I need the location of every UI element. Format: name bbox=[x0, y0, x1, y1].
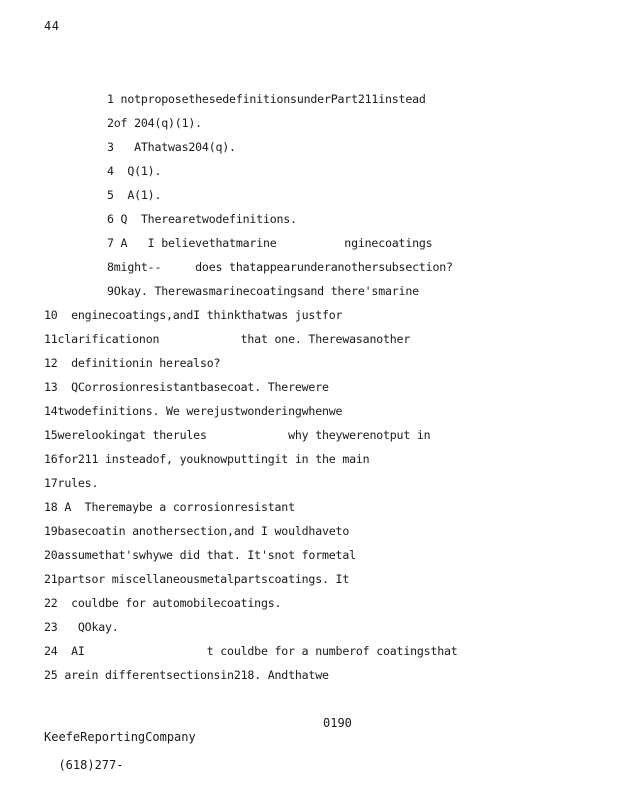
transcript-line: 18 A Theremaybe a corrosionresistant bbox=[44, 500, 295, 514]
transcript-line: 20assumethat'swhywe did that. It'snot formetal bbox=[44, 548, 356, 562]
transcript-line: 1 notproposethesedefinitionsunderPart211instead bbox=[107, 92, 426, 106]
transcript-line: 6 Q Therearetwodefinitions. bbox=[107, 212, 297, 226]
transcript-line: 16for211 insteadof, youknowputtingit in the main bbox=[44, 452, 370, 466]
transcript-line: 4 Q(1). bbox=[107, 164, 162, 178]
page-number: 44 bbox=[44, 19, 60, 33]
transcript-line: 23 QOkay. bbox=[44, 620, 119, 634]
transcript-line: 8might-- does thatappearunderanothersubsection? bbox=[107, 260, 453, 274]
transcript-line: 11clarificationon that one. Therewasanother bbox=[44, 332, 411, 346]
transcript-line: 2of 204(q)(1). bbox=[107, 116, 202, 130]
transcript-line: 5 A(1). bbox=[107, 188, 162, 202]
reporter-footer bbox=[44, 702, 352, 786]
phone-number-prefix: (618)277- bbox=[58, 758, 124, 772]
transcript-line: 13 QCorrosionresistantbasecoat. Therewere bbox=[44, 380, 329, 394]
transcript-line: 10 enginecoatings,andI thinkthatwas justfor bbox=[44, 308, 343, 322]
transcript-line: 19basecoatin anothersection,and I wouldhaveto bbox=[44, 524, 350, 538]
transcript-line: 12 definitionin herealso? bbox=[44, 356, 221, 370]
transcript-line: 9Okay. Therewasmarinecoatingsand there'smarine bbox=[107, 284, 419, 298]
transcript-line: 3 AThatwas204(q). bbox=[107, 140, 236, 154]
transcript-line: 22 couldbe for automobilecoatings. bbox=[44, 596, 282, 610]
transcript-line: 15werelookingat therules why theywerenotput in bbox=[44, 428, 431, 442]
transcript-line: 21partsor miscellaneousmetalpartscoatings. It bbox=[44, 572, 350, 586]
transcript-line: 25 arein differentsectionsin218. Andthatwe bbox=[44, 668, 329, 682]
phone-number-suffix: 0190 bbox=[323, 716, 352, 730]
transcript-line: 7 A I believethatmarine nginecoatings bbox=[107, 236, 433, 250]
transcript-line: 17rules. bbox=[44, 476, 99, 490]
reporting-company-name: KeefeReportingCompany bbox=[44, 730, 196, 744]
transcript-line: 24 AI t couldbe for a numberof coatingsthat bbox=[44, 644, 458, 658]
transcript-line: 14twodefinitions. We werejustwonderingwhenwe bbox=[44, 404, 343, 418]
